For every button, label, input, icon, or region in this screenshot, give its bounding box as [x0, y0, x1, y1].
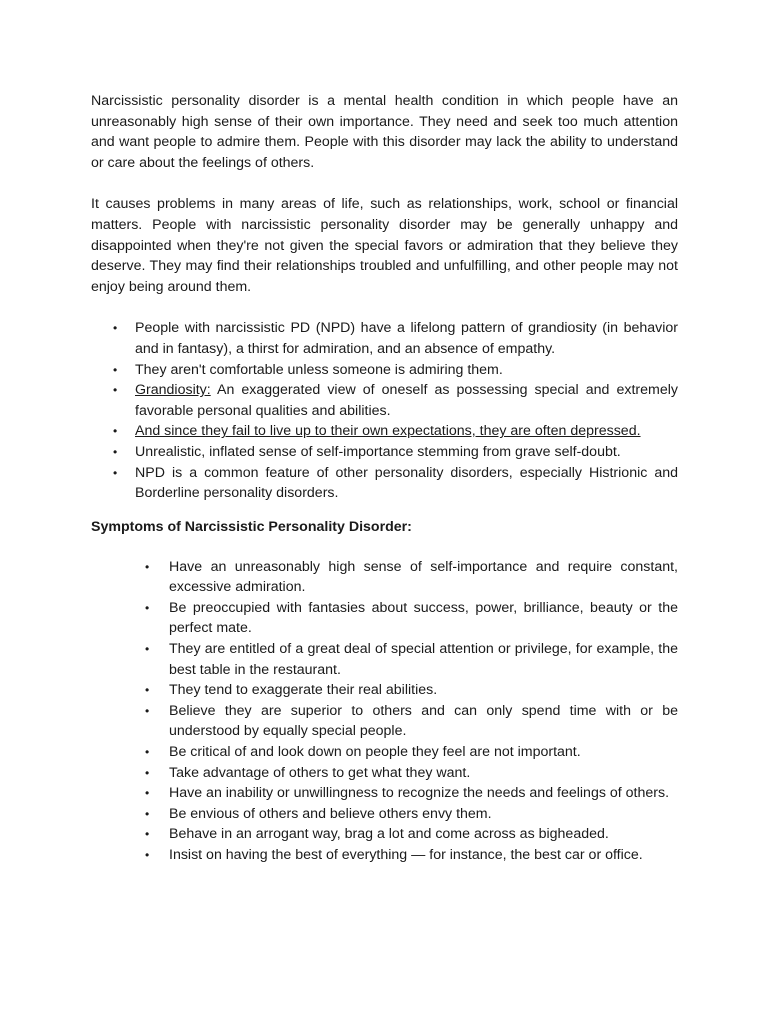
list-item	[91, 557, 678, 598]
bullet-icon: •	[145, 600, 150, 615]
list-item	[91, 763, 678, 784]
list-item	[91, 804, 678, 825]
list-item-text: They aren't comfortable unless someone is admiring them.	[135, 361, 503, 378]
list-item-text: Be preoccupied with fantasies about success, power, brilliance, beauty or the perfect mate.	[169, 599, 678, 637]
list-item	[91, 845, 678, 866]
list-item	[91, 639, 678, 680]
bullet-icon: •	[145, 642, 150, 657]
bullet-icon: •	[145, 786, 150, 801]
list-item	[91, 701, 678, 742]
list-item	[91, 824, 678, 845]
list-item-text: NPD is a common feature of other personality disorders, especially Histrionic and Borderline personality disorders.	[135, 464, 678, 502]
list-item-text: Have an unreasonably high sense of self-importance and require constant, excessive admiration.	[169, 558, 678, 596]
list-item-text: People with narcissistic PD (NPD) have a lifelong pattern of grandiosity (in behavior and in fantasy), a thirst for admiration, and an absence of empathy.	[135, 320, 678, 357]
bullet-icon: •	[145, 683, 150, 698]
list-item	[91, 783, 678, 804]
list-item-text: Be envious of others and believe others envy them.	[169, 805, 492, 822]
list-item	[91, 680, 678, 701]
document-body	[91, 91, 678, 866]
grandiosity-term: Grandiosity:	[135, 382, 211, 399]
bullet-icon: •	[145, 806, 150, 821]
list-item	[91, 318, 678, 359]
underlined-list-item-text: And since they fail to live up to their own expectations, they are often depressed.	[135, 423, 641, 440]
list-item	[91, 742, 678, 763]
bullet-icon: •	[113, 383, 118, 398]
list-item	[91, 380, 678, 421]
bullet-icon: •	[145, 703, 150, 718]
list-item-text: Be critical of and look down on people they feel are not important.	[169, 744, 581, 761]
list-item	[91, 360, 678, 381]
list-item-text: An exaggerated view of oneself as possessing special and extremely favorable personal qualities and abilities.	[135, 382, 678, 419]
bullet-icon: •	[145, 559, 150, 574]
list-item-text: They tend to exaggerate their real abilities.	[169, 682, 438, 699]
facts-list	[91, 318, 678, 503]
symptoms-heading: Symptoms of Narcissistic Personality Disorder:	[91, 518, 412, 535]
list-item-text: Take advantage of others to get what they want.	[169, 764, 471, 781]
bullet-icon: •	[113, 444, 118, 459]
list-item-text: Insist on having the best of everything — for instance, the best car or office.	[169, 847, 643, 863]
symptoms-list	[91, 557, 678, 866]
list-item	[91, 442, 678, 463]
list-item-text: Behave in an arrogant way, brag a lot and come across as bigheaded.	[169, 826, 609, 843]
list-item	[91, 463, 678, 504]
intro-paragraph-1: Narcissistic personality disorder is a mental health condition in which people have an unreasonably high sense of their own importance. They need and seek too much attention and want people to admire them. People with this disorder may lack the ability to understand or care about the feelings of others.	[91, 93, 678, 171]
list-item	[91, 421, 678, 442]
bullet-icon: •	[145, 765, 150, 780]
list-item-text: They are entitled of a great deal of special attention or privilege, for example, the best table in the restaurant.	[169, 641, 678, 678]
bullet-icon: •	[113, 321, 118, 336]
list-item-text: Believe they are superior to others and can only spend time with or be understood by equally special people.	[169, 702, 678, 740]
bullet-icon: •	[145, 827, 150, 842]
list-item	[91, 598, 678, 639]
list-item-text: Have an inability or unwillingness to recognize the needs and feelings of others.	[169, 785, 670, 802]
bullet-icon: •	[113, 362, 118, 377]
bullet-icon: •	[145, 745, 150, 760]
bullet-icon: •	[145, 848, 150, 862]
bullet-icon: •	[113, 424, 118, 439]
bullet-icon: •	[113, 465, 118, 480]
list-item-text: Unrealistic, inflated sense of self-importance stemming from grave self-doubt.	[135, 443, 621, 460]
intro-paragraph-2: It causes problems in many areas of life, such as relationships, work, school or financial matters. People with narcissistic personality disorder may be generally unhappy and disappointed when they're not given the special favors or admiration that they believe they deserve. They may find their relationships troubled and unfulfilling, and other people may not enjoy being around them.	[91, 196, 678, 295]
